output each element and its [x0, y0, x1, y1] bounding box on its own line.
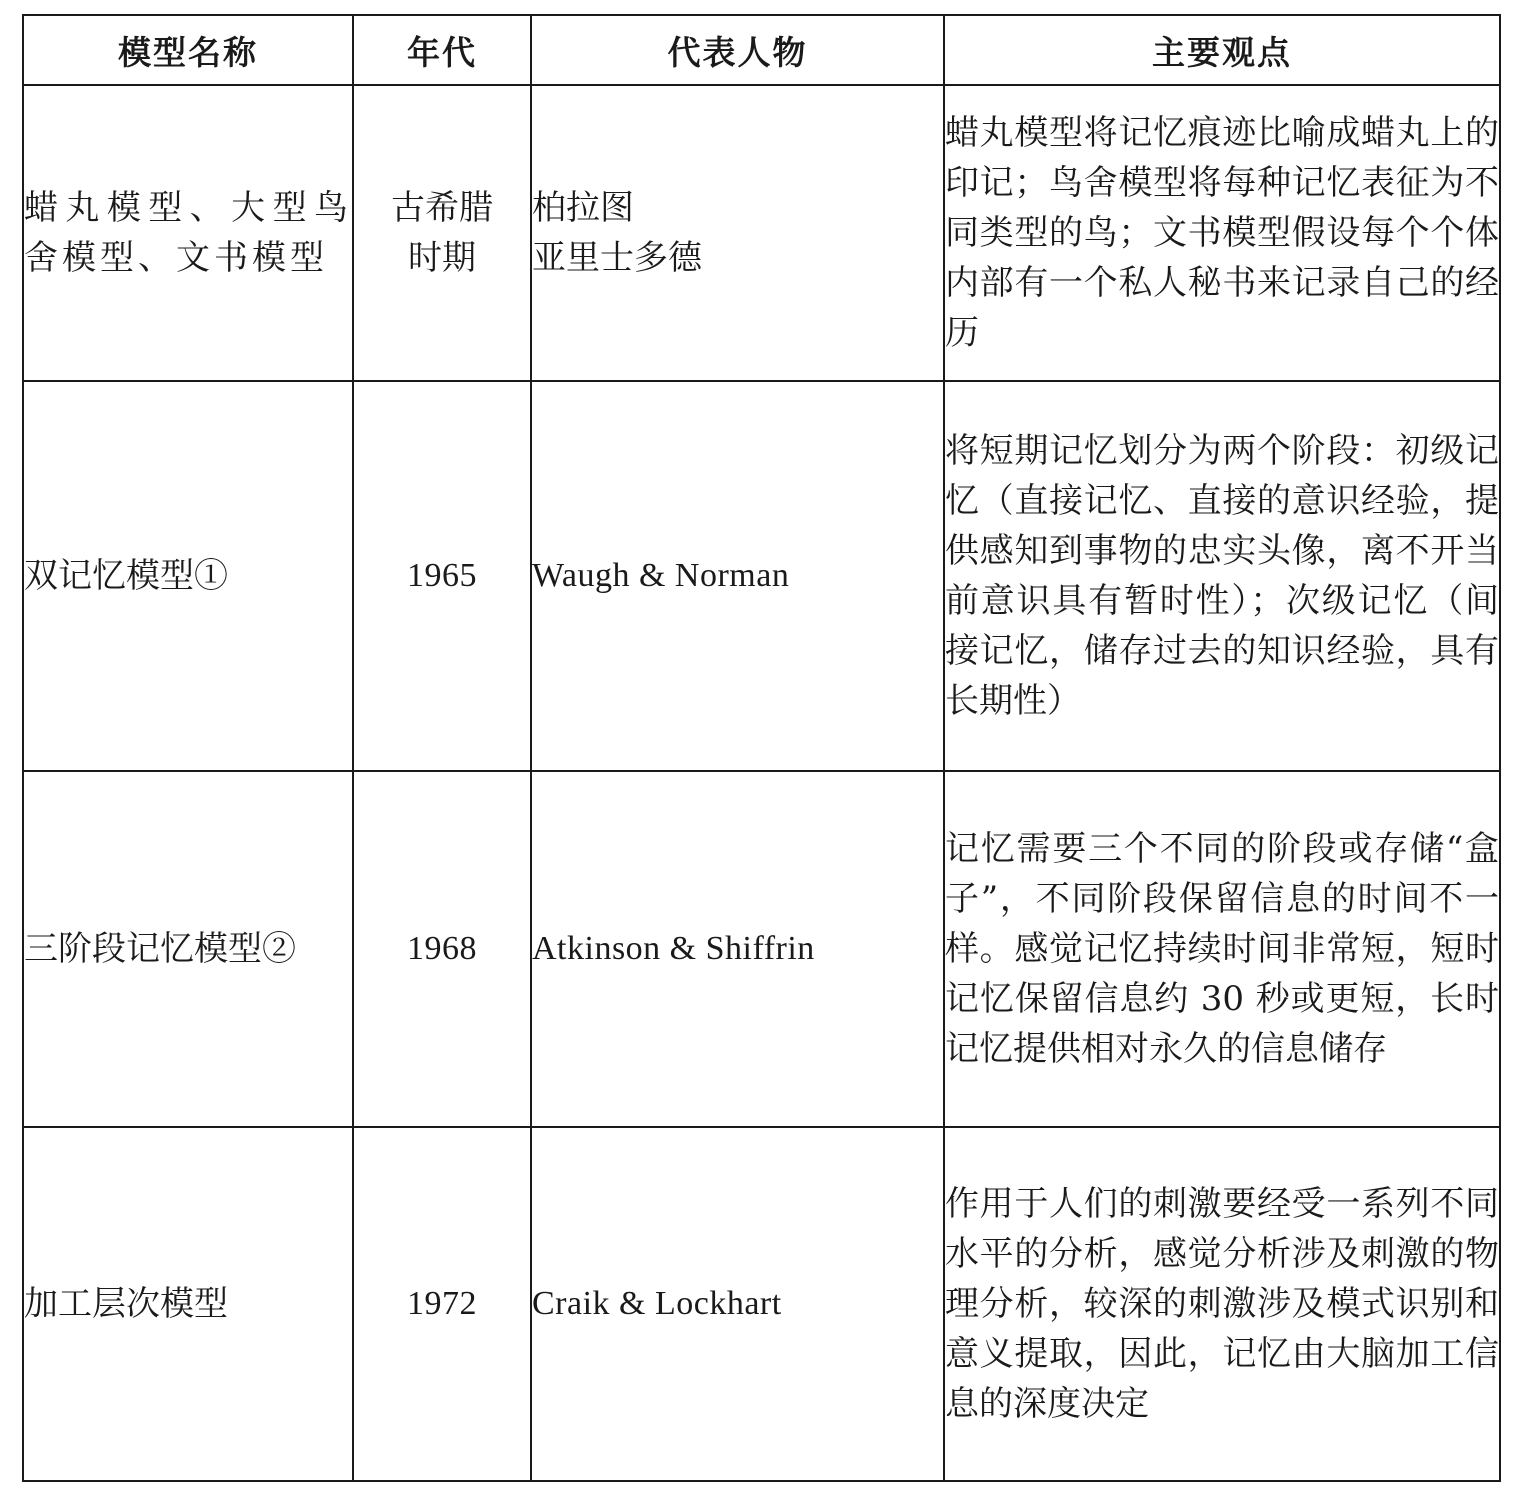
table-row	[23, 771, 1500, 1127]
memory-models-table	[22, 14, 1501, 1482]
model-name-cell: 双记忆模型①	[23, 381, 353, 771]
era-cell: 1965	[353, 381, 531, 771]
people-cell	[531, 771, 944, 1127]
main-view-cell: 将短期记忆划分为两个阶段：初级记忆（直接记忆、直接的意识经验，提供感知到事物的忠实头像，离不开当前意识具有暂时性）；次级记忆（间接记忆，储存过去的知识经验，具有长期性）	[944, 381, 1500, 771]
header-era: 年代	[353, 15, 531, 85]
table-row	[23, 1127, 1500, 1481]
main-view-cell: 记忆需要三个不同的阶段或存储“盒子”，不同阶段保留信息的时间不一样。感觉记忆持续时间非常短，短时记忆保留信息约 30 秒或更短，长时记忆提供相对永久的信息储存	[944, 771, 1500, 1127]
header-representatives: 代表人物	[531, 15, 944, 85]
era-cell: 1972	[353, 1127, 531, 1481]
people-cell	[531, 1127, 944, 1481]
people-cell	[531, 381, 944, 771]
era-cell	[353, 85, 531, 381]
model-name-cell: 蜡丸模型、大型鸟舍模型、文书模型	[23, 85, 353, 381]
header-main-views: 主要观点	[944, 15, 1500, 85]
person-name: Atkinson & Shiffrin	[532, 930, 815, 967]
header-row	[23, 15, 1500, 85]
header-model-name: 模型名称	[23, 15, 353, 85]
person-name: 柏拉图	[532, 188, 634, 228]
table-row	[23, 381, 1500, 771]
table-row	[23, 85, 1500, 381]
model-name-cell: 加工层次模型	[23, 1127, 353, 1481]
person-name: Craik & Lockhart	[532, 1285, 782, 1322]
person-name: Waugh & Norman	[532, 557, 790, 594]
people-cell	[531, 85, 944, 381]
main-view-cell: 蜡丸模型将记忆痕迹比喻成蜡丸上的印记；鸟舍模型将每种记忆表征为不同类型的鸟；文书模型假设每个个体内部有一个私人秘书来记录自己的经历	[944, 85, 1500, 381]
main-view-cell: 作用于人们的刺激要经受一系列不同水平的分析，感觉分析涉及刺激的物理分析，较深的刺激涉及模式识别和意义提取，因此，记忆由大脑加工信息的深度决定	[944, 1127, 1500, 1481]
model-name-cell: 三阶段记忆模型②	[23, 771, 353, 1127]
era-text: 古希腊时期	[390, 188, 493, 278]
person-name: 亚里士多德	[532, 238, 702, 278]
era-cell: 1968	[353, 771, 531, 1127]
